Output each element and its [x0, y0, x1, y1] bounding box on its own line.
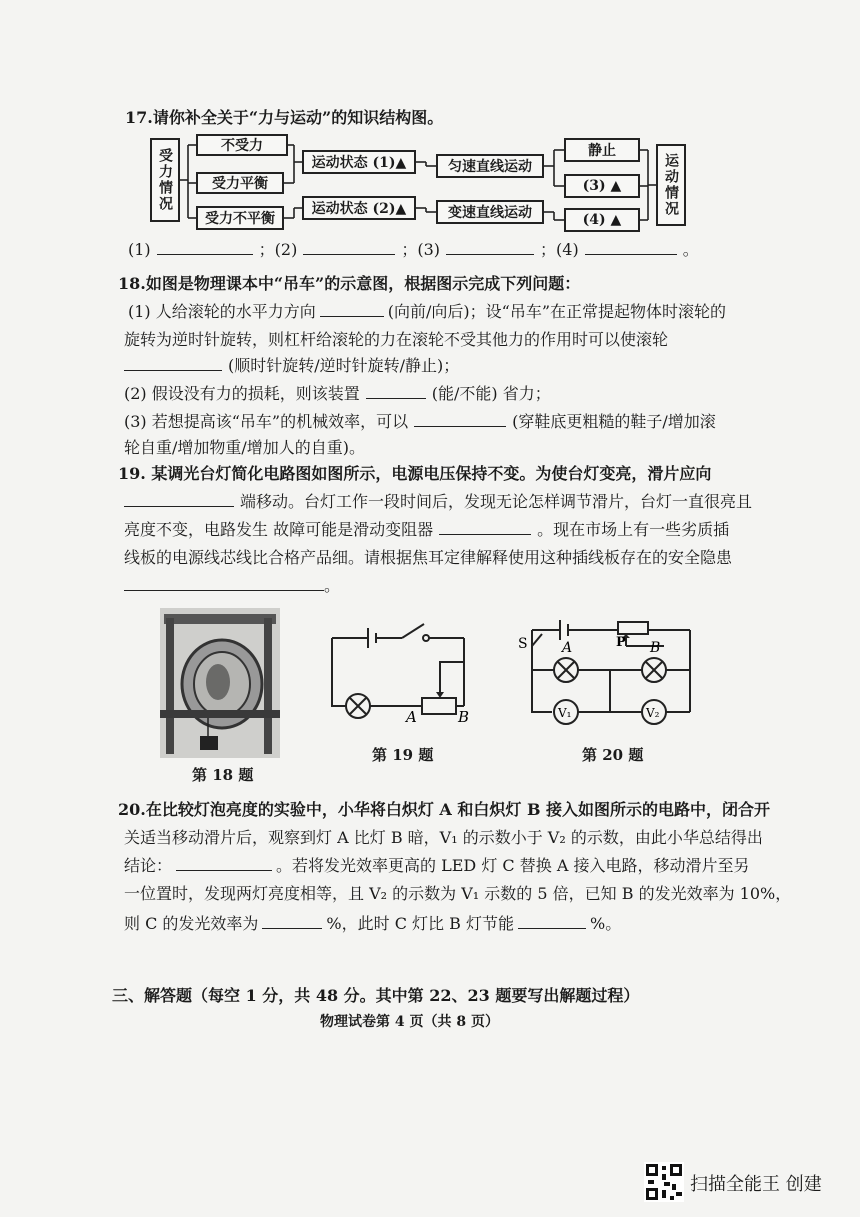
section-3-heading: 三、解答题（每空 1 分，共 48 分。其中第 22、23 题要写出解题过程） — [112, 986, 640, 1005]
fig19-label-b: B — [458, 708, 470, 726]
q19-line-4: 线板的电源线芯线比合格产品细。请根据焦耳定律解释使用这种插线板存在的安全隐患 — [124, 548, 733, 567]
fig20-label-b: B — [650, 640, 661, 656]
q20-l3b: 。若将发光效率更高的 LED 灯 C 替换 A 接入电路，移动滑片至另 — [276, 856, 750, 875]
q17-ans-end: 。 — [682, 240, 699, 259]
fig20-caption: 第 20 题 — [582, 746, 644, 764]
q18-l3: (顺时针旋转/逆时针旋转/静止)； — [228, 356, 460, 375]
q20-blank-conclusion[interactable] — [176, 856, 272, 871]
q17-blank-2[interactable] — [303, 240, 395, 255]
q18-line-4 — [124, 384, 551, 404]
q18-l5b: (穿鞋底更粗糙的鞋子/增加滚 — [512, 412, 716, 431]
circuit-19-figure — [322, 608, 472, 728]
q20-l5a: 则 C 的发光效率为 — [124, 914, 259, 933]
q17-blank-3[interactable] — [446, 240, 534, 255]
q18-line-2: 旋转为逆时针旋转，则杠杆给滚轮的力在滚轮不受其他力的作用时可以使滚轮 — [124, 330, 669, 349]
q19-l5end: 。 — [324, 576, 341, 595]
q20-blank-saving[interactable] — [518, 914, 586, 929]
q18-l4a: (2) 假设没有力的损耗，则该装置 — [124, 384, 360, 403]
q20-line-1: 20.在比较灯泡亮度的实验中，小华将白炽灯 A 和白炽灯 B 接入如图所示的电路中，闭合开 — [118, 800, 771, 819]
q20-line-3 — [124, 856, 749, 876]
q20-l5b: %，此时 C 灯比 B 灯节能 — [326, 914, 514, 933]
force-box-none: 不受力 — [196, 134, 288, 156]
q19-line-5 — [124, 576, 340, 596]
circuit-20-figure — [514, 608, 704, 728]
q17-answer-line — [128, 240, 699, 260]
q18-blank-save-force[interactable] — [366, 384, 426, 399]
q18-line-5 — [124, 412, 716, 432]
state-box-2: 运动状态 (2)▲ — [302, 196, 416, 220]
q20-blank-efficiency[interactable] — [262, 914, 322, 929]
q20-line-2: 关适当移动滑片后，观察到灯 A 比灯 B 暗，V₁ 的示数小于 V₂ 的示数，由此小华总结得出 — [124, 828, 763, 847]
q18-blank-efficiency[interactable] — [414, 412, 506, 427]
q19-line-2 — [124, 492, 752, 512]
q19-blank-slider[interactable] — [124, 492, 234, 507]
q18-blank-direction[interactable] — [320, 302, 384, 317]
q20-l3a: 结论： — [124, 856, 173, 875]
force-box-unbalanced: 受力不平衡 — [196, 206, 284, 230]
q19-blank-fault[interactable] — [439, 520, 531, 535]
q19-blank-safety[interactable] — [124, 576, 324, 591]
q17-blank-4[interactable] — [585, 240, 677, 255]
q19-line-1: 19. 某调光台灯简化电路图如图所示，电源电压保持不变。为使台灯变亮，滑片应向 — [118, 464, 712, 483]
fig20-label-p: P — [616, 635, 626, 650]
diagram-connectors — [0, 0, 860, 260]
diagram-right-label: 运动情况 — [656, 144, 686, 226]
diagram-left-label: 受力情况 — [150, 138, 180, 222]
q19-l2a: 端移动。台灯工作一段时间后，发现无论怎样调节滑片，台灯一直很亮且 — [240, 492, 753, 511]
q18-blank-rotation[interactable] — [124, 356, 222, 371]
fig20-label-v1: V₁ — [558, 706, 572, 720]
q17-ans2-label: ；(2) — [258, 240, 298, 259]
motion-box-uniform: 匀速直线运动 — [436, 154, 544, 178]
q17-ans3-label: ；(3) — [401, 240, 441, 259]
result-box-rest: 静止 — [564, 138, 640, 162]
q17-blank-1[interactable] — [157, 240, 253, 255]
q19-l3a: 亮度不变，电路发生 故障可能是滑动变阻器 — [124, 520, 434, 539]
result-box-3: (3) ▲ — [564, 174, 640, 198]
fig20-label-v2: V₂ — [646, 706, 660, 720]
qr-code-icon — [644, 1162, 684, 1202]
fig19-label-a: A — [406, 708, 417, 726]
fig20-label-s: S — [518, 636, 528, 652]
q19-line-3 — [124, 520, 729, 540]
result-box-4: (4) ▲ — [564, 208, 640, 232]
q17-ans1-label: (1) — [128, 240, 151, 259]
motion-box-variable: 变速直线运动 — [436, 200, 544, 224]
crane-figure — [160, 608, 280, 758]
q17-ans4-label: ；(4) — [540, 240, 579, 259]
scanner-watermark: 扫描全能王 创建 — [690, 1174, 822, 1195]
force-box-balanced: 受力平衡 — [196, 172, 284, 194]
q18-line-6: 轮自重/增加物重/增加人的自重)。 — [124, 438, 366, 457]
q18-l1b: (向前/向后)；设“吊车”在正常提起物体时滚轮的 — [387, 302, 727, 321]
q18-line-1 — [128, 302, 726, 322]
fig19-caption: 第 19 题 — [372, 746, 434, 764]
q20-l5c: %。 — [589, 914, 622, 933]
fig20-label-a: A — [562, 640, 573, 656]
q18-line-3 — [124, 356, 459, 376]
fig18-caption: 第 18 题 — [192, 766, 254, 784]
q18-prompt: 18.如图是物理课本中“吊车”的示意图，根据图示完成下列问题： — [118, 274, 581, 293]
q19-l3b: 。现在市场上有一些劣质插 — [537, 520, 730, 539]
q20-line-4: 一位置时，发现两灯亮度相等，且 V₂ 的示数为 V₁ 示数的 5 倍，已知 B 的发光效率为 10%， — [124, 884, 792, 903]
page-footer: 物理试卷第 4 页（共 8 页） — [320, 1014, 499, 1030]
q18-l5a: (3) 若想提高该“吊车”的机械效率，可以 — [124, 412, 409, 431]
q18-l1a: (1) 人给滚轮的水平力方向 — [128, 302, 316, 321]
q20-line-5 — [124, 914, 621, 934]
q18-l4b: (能/不能) 省力； — [431, 384, 551, 403]
q17-prompt: 17.请你补全关于“力与运动”的知识结构图。 — [125, 108, 444, 127]
state-box-1: 运动状态 (1)▲ — [302, 150, 416, 174]
